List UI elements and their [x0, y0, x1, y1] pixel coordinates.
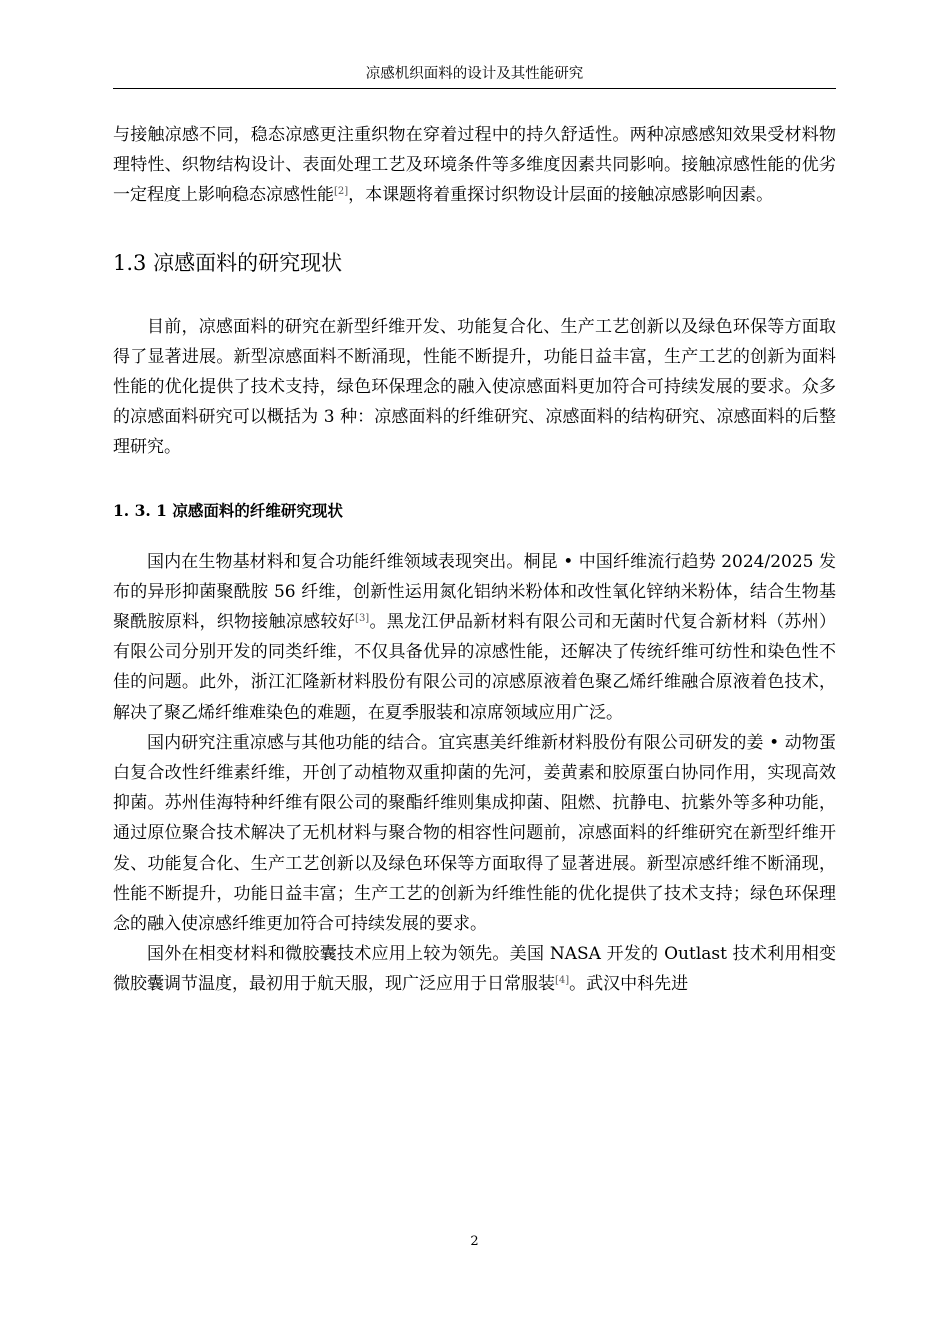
citation: [4] [555, 975, 570, 987]
citation: [2] [334, 186, 349, 198]
header-divider [113, 88, 836, 89]
subsection-heading: 1. 3. 1 凉感面料的纤维研究现状 [113, 500, 343, 520]
section-heading: 1.3 凉感面料的研究现状 [113, 250, 343, 275]
citation: [3] [355, 613, 370, 625]
paragraph-domestic-fibers: 国内在生物基材料和复合功能纤维领域表现突出。桐昆 • 中国纤维流行趋势 2024/2025 发布的异形抑菌聚酰胺 56 纤维，创新性运用氮化铝纳米粉体和改性氧化锌纳米粉体，结合生物基聚酰胺原料，织物接触凉感较好[3]。黑龙江伊品新材料有限公司和无菌时代复合新材料（苏州）有限公司分别开发的同类纤维，不仅具备优异的凉感性能，还解决了传统纤维可纺性和染色性不佳的问题。此外，浙江汇隆新材料股份有限公司的凉感原液着色聚乙烯纤维融合原液着色技术，解决了聚乙烯纤维难染色的难题，在夏季服装和凉席领域应用广泛。 [113, 551, 837, 723]
page-body [113, 120, 836, 1000]
page-number: 2 [470, 1234, 479, 1249]
paragraph-contact-cooling: 与接触凉感不同，稳态凉感更注重织物在穿着过程中的持久舒适性。两种凉感感知效果受材料物理特性、织物结构设计、表面处理工艺及环境条件等多维度因素共同影响。接触凉感性能的优劣一定程度上影响稳态凉感性能[2]，本课题将着重探讨织物设计层面的接触凉感影响因素。 [113, 125, 836, 206]
paragraph-foreign-research: 国外在相变材料和微胶囊技术应用上较为领先。美国 NASA 开发的 Outlast 技术利用相变微胶囊调节温度，最初用于航天服，现广泛应用于日常服装[4]。武汉中科先进 [113, 944, 836, 995]
running-header: 凉感机织面料的设计及其性能研究 [365, 66, 584, 82]
paragraph-multifunction: 国内研究注重凉感与其他功能的结合。宜宾惠美纤维新材料股份有限公司研发的姜 • 动物蛋白复合改性纤维素纤维，开创了动植物双重抑菌的先河，姜黄素和胶原蛋白协同作用，实现高效抑菌。苏州佳海特种纤维有限公司的聚酯纤维则集成抑菌、阻燃、抗静电、抗紫外等多种功能，通过原位聚合技术解决了无机材料与聚合物的相容性问题前，凉感面料的纤维研究在新型纤维开发、功能复合化、生产工艺创新以及绿色环保等方面取得了显著进展。新型凉感纤维不断涌现，性能不断提升，功能日益丰富；生产工艺的创新为纤维性能的优化提供了技术支持；绿色环保理念的融入使凉感纤维更加符合可持续发展的要求。 [113, 732, 836, 935]
paragraph-research-overview: 目前，凉感面料的研究在新型纤维开发、功能复合化、生产工艺创新以及绿色环保等方面取得了显著进展。新型凉感面料不断涌现，性能不断提升，功能日益丰富，生产工艺的创新为面料性能的优化提供了技术支持，绿色环保理念的融入使凉感面料更加符合可持续发展的要求。众多的凉感面料研究可以概括为 3 种：凉感面料的纤维研究、凉感面料的结构研究、凉感面料的后整理研究。 [113, 316, 836, 458]
